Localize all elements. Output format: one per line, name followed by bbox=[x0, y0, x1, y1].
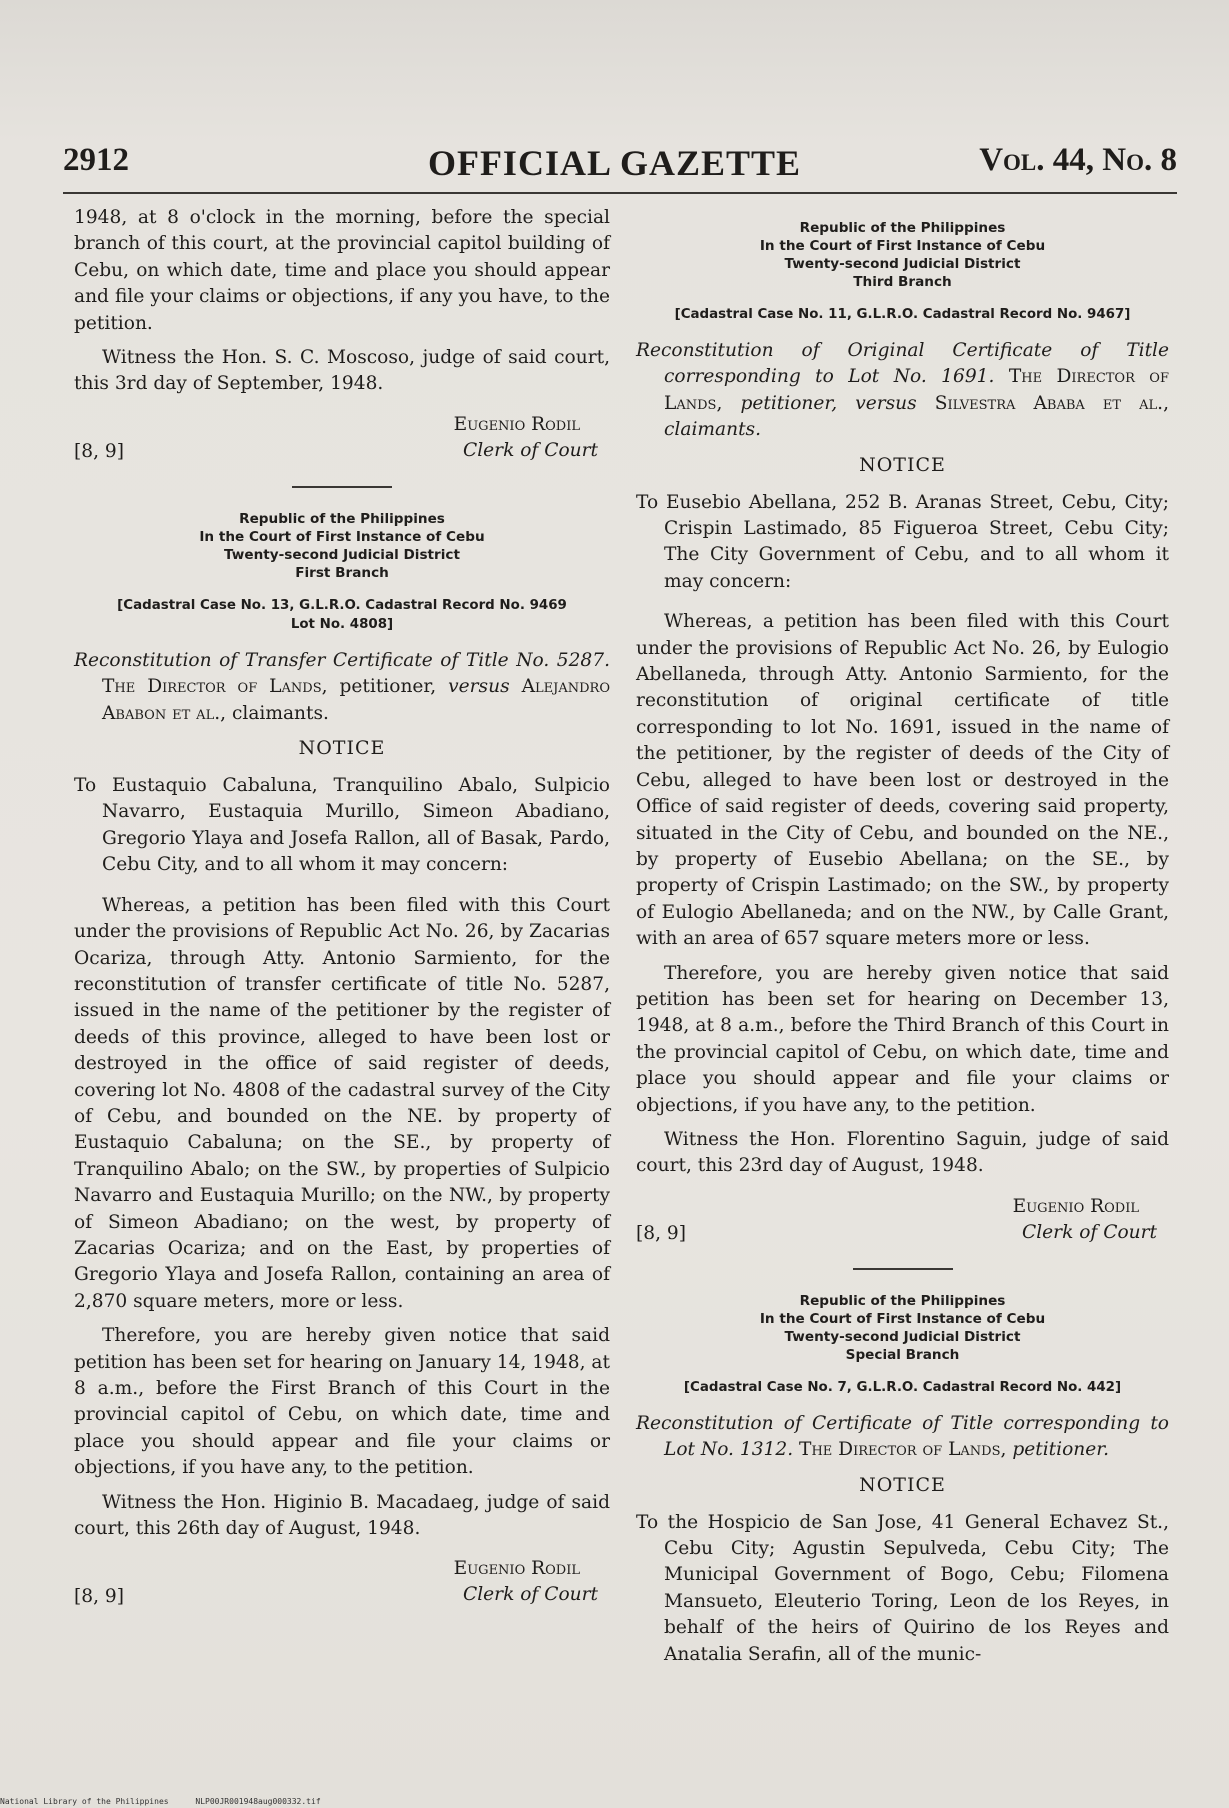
whereas-paragraph: Whereas, a petition has been filed with this Court under the provisions of Republic Act No. 26, by Eulogio Abellaneda, through Atty. Antonio Sarmiento, for the reconstitution of original certificate of title corresponding to lot No. 1691, issued in the name of the petitioner, by the register of deeds of the City of Cebu, alleged to have been lost or destroyed in the Office of said register of deeds, covering said property, situated in the City of Cebu, and bounded on the NE., by property of Eusebio Abellana; on the SE., by property of Crispin Lastimado; on the SW., by property of Eulogio Abellaneda; and on the NW., by Calle Grant, with an area of 657 square meters more or less. bbox=[636, 611, 1169, 950]
versus-label: versus bbox=[855, 392, 917, 414]
clerk-title: Clerk of Court bbox=[463, 1584, 598, 1606]
case-title bbox=[636, 338, 1169, 444]
addressees: To the Hospicio de San Jose, 41 General Echavez St., Cebu City; Agustin Sepulveda, Cebu City; The Municipal Government of Bogo, Cebu; Filomena Mansueto, Eleuterio Toring, Leon de los Reyes, in behalf of the heirs of Quirino de los Reyes and Anatalia Serafin, all of the munic- bbox=[636, 1511, 1169, 1665]
clerk-title: Clerk of Court bbox=[1022, 1221, 1157, 1243]
clerk-name: Eugenio Rodil bbox=[453, 413, 580, 435]
claimants-label: claimants. bbox=[231, 702, 329, 724]
left-column bbox=[74, 205, 610, 1622]
case-reference bbox=[74, 596, 610, 634]
court-heading bbox=[636, 1292, 1169, 1364]
section-divider bbox=[853, 1268, 953, 1270]
case-title bbox=[74, 648, 610, 727]
case-reference: [Cadastral Case No. 7, G.L.R.O. Cadastral Record No. 442] bbox=[683, 1379, 1122, 1395]
court-line: Twenty-second Judicial District bbox=[224, 546, 460, 563]
petitioner-name: The Director of Lands, bbox=[664, 366, 1169, 414]
notice-heading: NOTICE bbox=[859, 453, 946, 476]
court-line: Republic of the Philippines bbox=[239, 510, 445, 527]
claimants-label: claimants. bbox=[664, 419, 762, 441]
signature-block bbox=[74, 1556, 610, 1612]
issue-reference: [8, 9] bbox=[74, 441, 124, 463]
case-title-italic: Reconstitution of Transfer Certificate of Title No. 5287. bbox=[74, 649, 610, 671]
court-line: In the Court of First Instance of Cebu bbox=[759, 1310, 1046, 1327]
case-reference: [Cadastral Case No. 11, G.L.R.O. Cadastral Record No. 9467] bbox=[674, 307, 1131, 322]
header-rule bbox=[63, 192, 1177, 194]
page-number: 2912 bbox=[63, 142, 129, 178]
petitioner-label: petitioner. bbox=[1012, 1439, 1110, 1461]
notice-heading: NOTICE bbox=[298, 737, 386, 760]
issue-reference: [8, 9] bbox=[636, 1223, 686, 1245]
scan-footer bbox=[0, 1797, 343, 1806]
witness-paragraph: Witness the Hon. Higinio B. Macadaeg, judge of said court, this 26th day of August, 1948. bbox=[74, 1491, 610, 1540]
section-divider bbox=[292, 486, 392, 488]
case-reference-line: Lot No. 4808] bbox=[290, 616, 394, 632]
court-heading bbox=[74, 510, 610, 582]
scan-filename: NLP00JR001948aug000332.tif bbox=[195, 1797, 321, 1806]
therefore-paragraph: Therefore, you are hereby given notice that said petition has been set for hearing on January 14, 1948, at 8 a.m., before the First Branch of this Court in the provincial capitol of Cebu, on which date, time and place you should appear and file your claims or objections, if you have any, to the petition. bbox=[74, 1325, 610, 1479]
case-title-italic: Reconstitution of Original Certificate of Title corresponding to Lot No. 1691. bbox=[636, 340, 1169, 388]
addressees: To Eusebio Abellana, 252 B. Aranas Street, Cebu, City; Crispin Lastimado, 85 Figueroa Street, Cebu City; The City Government of Cebu, and to all whom it may concern: bbox=[636, 491, 1169, 592]
library-credit: National Library of the Philippines bbox=[0, 1797, 169, 1806]
continued-paragraph: 1948, at 8 o'clock in the morning, before the special branch of this court, at the provincial capitol building of Cebu, on which date, time and place you should appear and file your claims or objections, if any you have, to the petition. bbox=[74, 207, 610, 334]
clerk-title: Clerk of Court bbox=[463, 439, 598, 461]
court-line: Republic of the Philippines bbox=[799, 220, 1006, 236]
court-heading bbox=[636, 219, 1169, 291]
court-line: In the Court of First Instance of Cebu bbox=[759, 238, 1046, 254]
court-line: Twenty-second Judicial District bbox=[784, 1328, 1021, 1345]
clerk-name: Eugenio Rodil bbox=[453, 1558, 580, 1580]
versus-label: versus bbox=[448, 676, 510, 698]
issue-reference: [8, 9] bbox=[74, 1586, 124, 1608]
petitioner-name: The Director of Lands, bbox=[799, 1439, 1007, 1461]
publication-title: OFFICIAL GAZETTE bbox=[427, 143, 802, 183]
court-line: Twenty-second Judicial District bbox=[784, 256, 1021, 272]
case-title-italic: Reconstitution of Certificate of Title corresponding to Lot No. 1312. bbox=[636, 1412, 1169, 1461]
respondent-name: Silvestra Ababa et al., bbox=[934, 392, 1169, 414]
case-reference-line: [Cadastral Case No. 13, G.L.R.O. Cadastral Record No. 9469 bbox=[117, 597, 567, 613]
volume-number bbox=[979, 142, 1177, 188]
volume-label: Vol. 44, No. 8 bbox=[979, 142, 1177, 178]
signature-block bbox=[636, 1194, 1169, 1250]
petitioner-name: The Director of Lands, bbox=[102, 676, 328, 698]
petitioner-label: petitioner, bbox=[339, 676, 437, 698]
court-line: Special Branch bbox=[845, 1346, 960, 1363]
court-line: Republic of the Philippines bbox=[799, 1292, 1006, 1309]
therefore-paragraph: Therefore, you are hereby given notice that said petition has been set for hearing on December 13, 1948, at 8 a.m., before the Third Branch of this Court in the provincial capitol of Cebu, on which date, time and place you should appear and file your claims or objections, if you have any, to the petition. bbox=[636, 962, 1169, 1116]
court-line: Third Branch bbox=[853, 274, 952, 290]
witness-paragraph: Witness the Hon. S. C. Moscoso, judge of said court, this 3rd day of September, 1948. bbox=[74, 347, 610, 395]
notice-heading: NOTICE bbox=[859, 1473, 946, 1496]
court-line: First Branch bbox=[295, 564, 389, 581]
addressees: To Eustaquio Cabaluna, Tranquilino Abalo, Sulpicio Navarro, Eustaquia Murillo, Simeon Abadiano, Gregorio Ylaya and Josefa Rallon, all of Basak, Pardo, Cebu City, and to all whom it may concern: bbox=[74, 775, 610, 876]
clerk-name: Eugenio Rodil bbox=[1012, 1195, 1139, 1217]
right-column bbox=[636, 205, 1169, 1674]
signature-block bbox=[74, 412, 610, 468]
witness-paragraph: Witness the Hon. Florentino Saguin, judge of said court, this 23rd day of August, 1948. bbox=[636, 1128, 1169, 1177]
case-title bbox=[636, 1411, 1169, 1464]
court-line: In the Court of First Instance of Cebu bbox=[199, 528, 485, 545]
respondent-name: Alejandro Ababon et al., bbox=[102, 676, 610, 724]
petitioner-label: petitioner, bbox=[740, 392, 838, 414]
whereas-paragraph: Whereas, a petition has been filed with this Court under the provisions of Republic Act No. 26, by Zacarias Ocariza, through Atty. Antonio Sarmiento, for the reconstitution of transfer certificate of title No. 5287, issued in the name of the petitioner by the register of deeds of this province, alleged to have been lost or destroyed in the office of said register of deeds, covering lot No. 4808 of the cadastral survey of the City of Cebu, and bounded on the NE. by property of Eustaquio Cabaluna; on the SE., by property of Tranquilino Abalo; on the SW., by properties of Sulpicio Navarro and Eustaquia Murillo; on the NW., by property of Simeon Abadiano; on the west, by property of Zacarias Ocariza; and on the East, by properties of Gregorio Ylaya and Josefa Rallon, containing an area of 2,870 square meters, more or less. bbox=[74, 894, 610, 1312]
